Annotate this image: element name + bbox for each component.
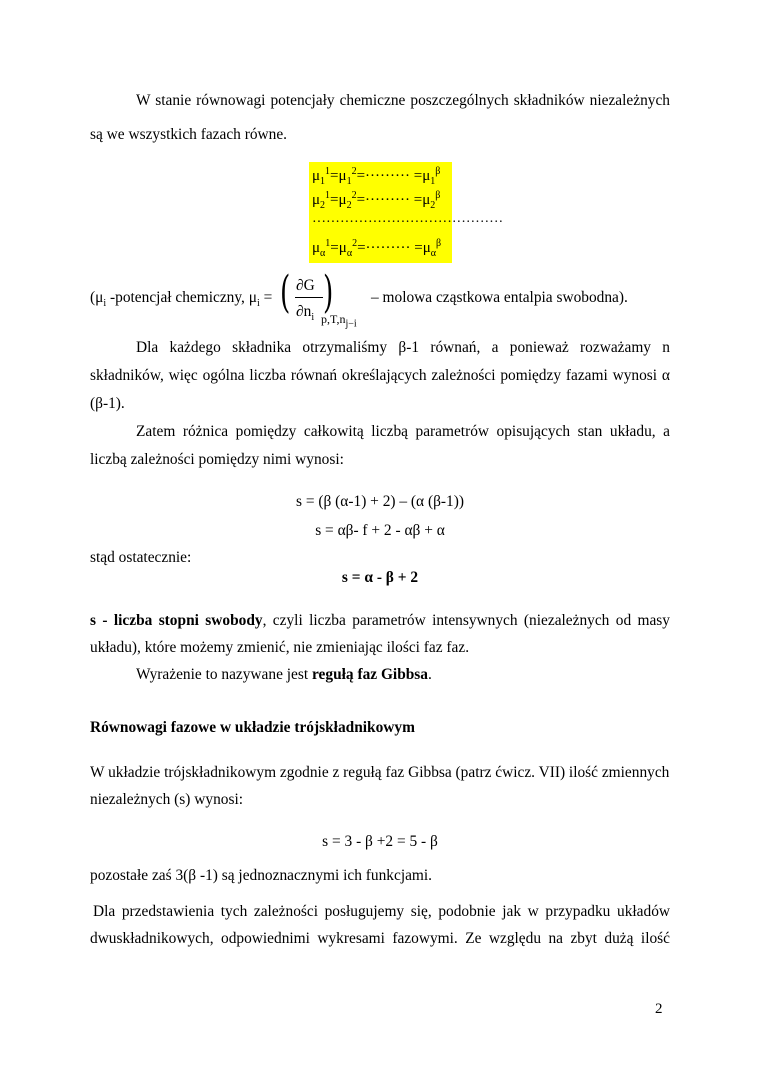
paragraph-8-line-2: dwuskładnikowych, odpowiednimi wykresami fazowymi. Ze względu na zbyt dużą ilość [90,930,670,947]
equation-row-1: $\mu_1^1=\mu_1^2=\cdot\cdot\cdot\cdot\cdot\cdot\cdot\cdot\cdot =\mu_1^\beta$ [312,166,441,187]
chemical-potential-definition: ($\mu_i$ -potencjał chemiczny, $\mu_i$ = ( ∂G $\partial n_i$ ) $p,T,n_{j-i}$ – molowa cząstkowa entalpia swobodna). [90,267,628,330]
page-number: 2 [655,1001,663,1017]
paragraph-4-line-1: s - liczba stopni swobody, czyli liczba parametrów intensywnych (niezależnych od masy [90,612,670,629]
paragraph-8-line-1: Dla przedstawienia tych zależności posługujemy się, podobnie jak w przypadku układów [93,903,670,920]
paragraph-6-line-2: niezależnych (s) wynosi: [90,791,243,808]
definition-tail: – molowa cząstkowa entalpia swobodna). [371,289,628,306]
derivative-numerator: ∂G [296,277,315,294]
right-paren: ) [323,267,334,318]
equation-separator: ········································· [312,215,504,230]
paragraph-1-line-1: W stanie równowagi potencjały chemiczne poszczególnych składników niezależnych [136,92,670,109]
derivative-subscript: $p,T,n_{j-i}$ [321,312,357,330]
paragraph-2-line-2: składników, więc ogólna liczba równań określających zależności pomiędzy fazami wynosi α [90,367,670,384]
paragraph-6-line-1: W układzie trójskładnikowym zgodnie z regułą faz Gibbsa (patrz ćwicz. VII) ilość zmiennych [90,764,670,781]
formula-1: s = (β (α-1) + 2) – (α (β-1)) [296,493,464,510]
paragraph-3-line-2: liczbą zależności pomiędzy nimi wynosi: [90,451,344,468]
stad-ostatecznie: stąd ostatecznie: [90,549,192,566]
formula-2: s = αβ- f + 2 - αβ + α [315,522,445,539]
paragraph-2-line-1: Dla każdego składnika otrzymaliśmy β-1 równań, a ponieważ rozważamy n [136,339,670,356]
paragraph-3-line-1: Zatem różnica pomiędzy całkowitą liczbą parametrów opisujących stan układu, a [136,423,670,440]
left-paren: ( [280,267,291,318]
final-formula: s = α - β + 2 [341,569,419,586]
paragraph-1-line-2: są we wszystkich fazach równe. [90,126,288,143]
fraction-line [295,297,323,298]
paragraph-4-line-2: układu), które możemy zmienić, nie zmieniając ilości faz faz. [90,639,470,656]
paragraph-5: Wyrażenie to nazywane jest regułą faz Gibbsa. [136,666,432,683]
equations-highlight-box [309,162,504,263]
derivative-denominator: $\partial n_i$ [296,303,315,324]
section-heading: Równowagi fazowe w układzie trójskładnikowym [90,719,415,736]
equation-row-3: $\mu_\alpha^1=\mu_\alpha^2=\cdot\cdot\cdot\cdot\cdot\cdot\cdot\cdot\cdot =\mu_\alpha^\beta$ [312,238,442,259]
equation-row-2: $\mu_2^1=\mu_2^2=\cdot\cdot\cdot\cdot\cdot\cdot\cdot\cdot\cdot =\mu_2^\beta$ [312,190,441,211]
paragraph-7: pozostałe zaś 3(β -1) są jednoznacznymi ich funkcjami. [90,867,433,884]
formula-3: s = 3 - β +2 = 5 - β [322,833,438,850]
paragraph-2-line-3: (β-1). [90,395,125,412]
